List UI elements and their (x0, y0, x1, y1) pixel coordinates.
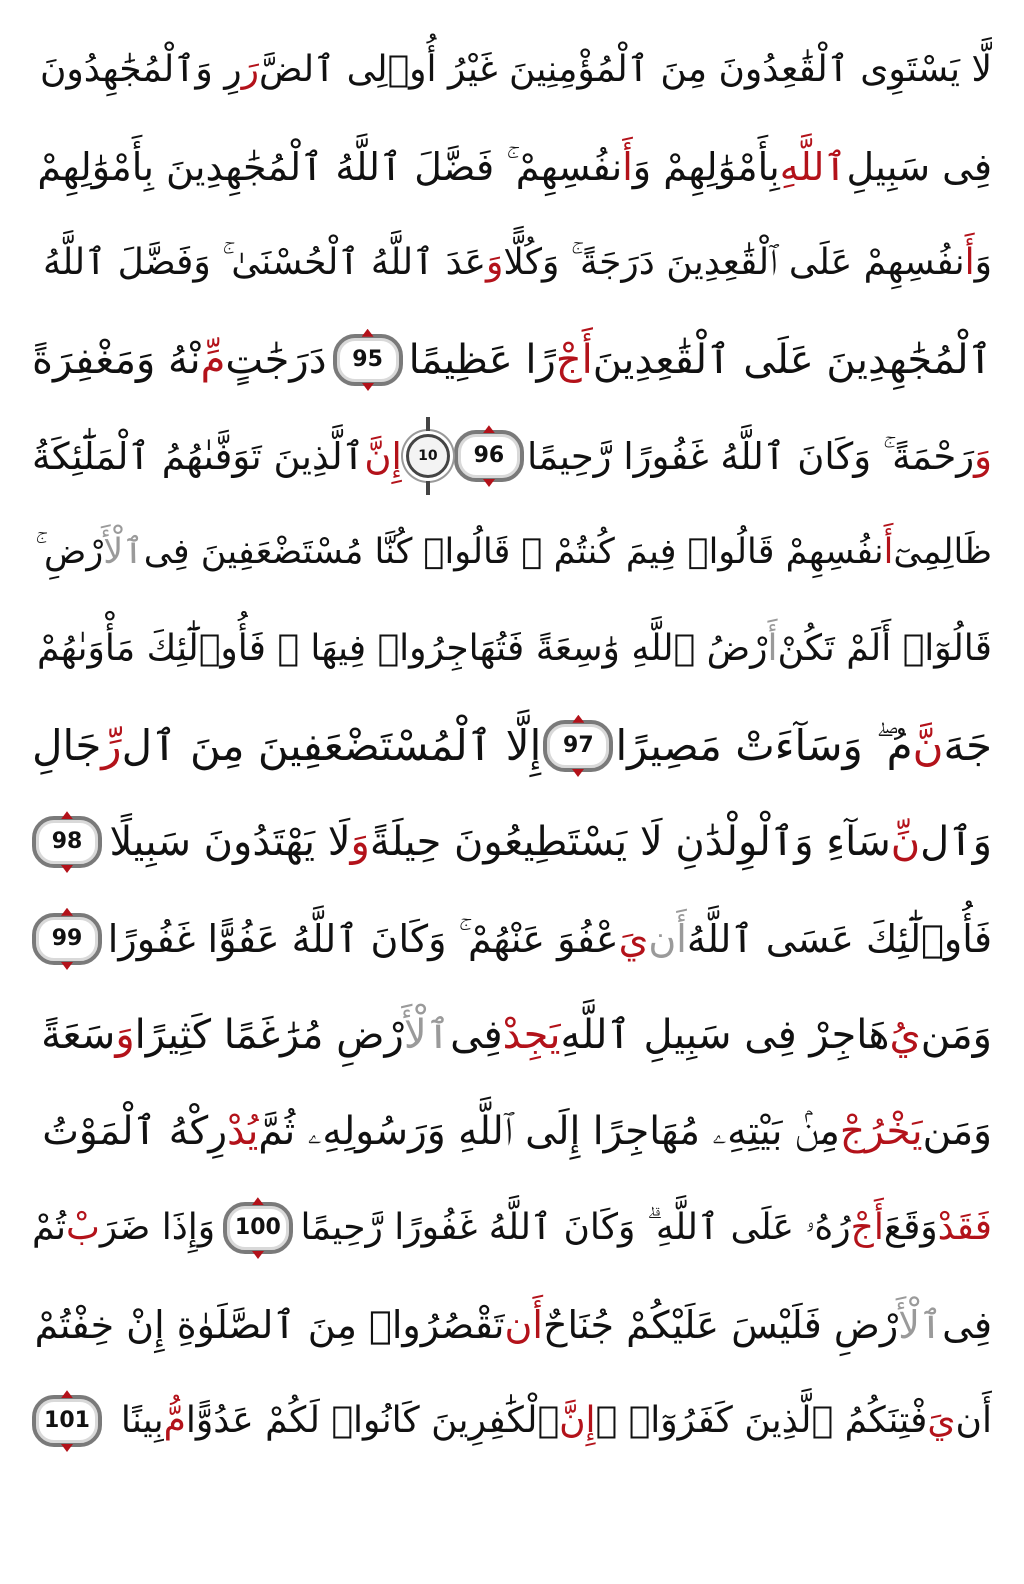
verse-text (120, 1400, 992, 1442)
tajweed-red-segment: ٱللَّهِ (779, 144, 847, 189)
tajweed-red-segment: أَجْ (850, 1207, 884, 1249)
ayah-number-marker: 99 (32, 913, 102, 965)
text-segment: رْضِ مُرَٰغَمًا كَثِيرًا (134, 1012, 404, 1059)
text-segment: مُ ۖ وَسَآءَتْ مَصِيرًا (615, 720, 913, 770)
text-segment: لَا يَهْتَدُونَ سَبِيلًا (109, 819, 351, 866)
tajweed-red-segment: مُّ (163, 1400, 186, 1442)
verse-text (615, 720, 992, 770)
verse-text (35, 532, 992, 573)
tajweed-red-segment: وَ (974, 434, 992, 478)
tajweed-red-segment: نَّ (912, 720, 944, 770)
tajweed-red-segment: مِّ (200, 336, 226, 383)
verse-line (32, 505, 992, 602)
ayah-number-marker: 98 (32, 816, 102, 868)
verse-line (32, 1084, 992, 1181)
tajweed-red-segment: أَجْ (555, 336, 593, 383)
text-segment: رِكْهُ ٱلْمَوْتُ (42, 1109, 228, 1155)
text-segment: رًا عَظِيمًا (408, 336, 556, 383)
text-segment: فْتِنَكُمُ ٱلَّذِينَ كَفَرُوٓا۟ ۚ (595, 1400, 928, 1442)
text-segment: تَقْصُرُوا۟ مِنَ ٱلصَّلَوٰةِ إِنْ خِفْتُمْ (34, 1302, 505, 1347)
text-segment: هَاجِرْ فِى سَبِيلِ ٱللَّهِ (560, 1012, 890, 1059)
text-segment: تُمْ (32, 1207, 66, 1249)
text-segment: رْضِ ۚ (35, 532, 104, 573)
text-segment: قَالُوٓا۟ أَلَمْ تَكُنْ (777, 628, 992, 670)
text-segment: بِينًا (120, 1400, 164, 1442)
ayah-number-marker: 97 (543, 720, 613, 772)
verse-line (32, 22, 992, 119)
verse-line (32, 215, 992, 312)
tajweed-gray-segment: أَن (648, 916, 687, 961)
text-segment: فِى سَبِيلِ (846, 144, 992, 189)
text-segment: وَ (974, 242, 992, 284)
text-segment: رْضِ فَلَيْسَ عَلَيْكُمْ جُنَاحٌ (542, 1302, 899, 1347)
text-segment: ظَالِمِىٓ (893, 532, 992, 573)
ayah-number-marker: 101 (32, 1395, 102, 1447)
tajweed-gray-segment: ٱلْأَ (898, 1302, 943, 1347)
tajweed-red-segment: وَ (115, 1012, 135, 1059)
text-segment: لَّا يَسْتَوِى ٱلْقَٰعِدُونَ مِنَ ٱلْمُؤْمِنِينَ غَيْرُ أُو۟لِى ٱلضَّ (258, 49, 992, 91)
tajweed-red-segment: وَ (350, 819, 370, 866)
text-segment: فِى (942, 1302, 992, 1347)
text-segment: ٱلَّذِينَ تَوَفَّىٰهُمُ ٱلْمَلَٰٓئِكَةُ (32, 434, 365, 478)
text-segment: ٱلْمُجَٰهِدِينَ عَلَى ٱلْقَٰعِدِينَ (592, 336, 992, 383)
text-segment: نْهُ وَمَغْفِرَةً (32, 336, 201, 383)
text-segment: جَهَ (943, 720, 992, 770)
tajweed-red-segment: يُ (889, 1012, 921, 1059)
tajweed-red-segment: وَ (486, 242, 504, 284)
text-segment: سَآءِ وَٱلْوِلْدَٰنِ لَا يَسْتَطِيعُونَ حِيلَةً (369, 819, 891, 866)
verse-line (32, 312, 992, 409)
verse-text (32, 336, 327, 383)
text-segment: رْضُ ٱللَّهِ وَٰسِعَةً فَتُهَاجِرُوا۟ فِيهَا ۚ فَأُو۟لَٰٓئِكَ مَأْوَىٰهُمْ (36, 628, 768, 670)
ayah-number-marker: 100 (223, 1202, 293, 1254)
tajweed-red-segment: إِنَّ (364, 434, 402, 478)
text-segment: رَحْمَةً ۚ وَكَانَ ٱللَّهُ غَفُورًا رَّحِيمًا (526, 434, 975, 478)
text-segment: بِأَمْوَٰلِهِمْ وَ (632, 144, 780, 189)
verse-line (32, 408, 992, 505)
tajweed-red-segment: يَجِدْ (502, 1012, 561, 1059)
verse-text (526, 434, 992, 478)
verse-text (41, 1012, 992, 1059)
tajweed-red-segment: يَ (927, 1400, 956, 1442)
verse-line (32, 1373, 992, 1470)
verse-text (42, 242, 992, 284)
ayah-number-marker: 95 (333, 334, 403, 386)
verse-text (34, 1302, 992, 1347)
tajweed-gray-segment: ٱلْأَ (103, 532, 144, 573)
tajweed-red-segment: نِّ (890, 819, 921, 866)
verse-text (109, 819, 992, 866)
verse-text (36, 628, 992, 670)
tajweed-red-segment: رَ (241, 49, 259, 91)
tajweed-red-segment: رِّ (101, 720, 122, 770)
verse-line (32, 119, 992, 216)
text-segment: فِى (450, 1012, 503, 1059)
tajweed-red-segment: يُدْ (227, 1109, 259, 1155)
text-segment: نفُسِهِمْ عَلَى ٱلْقَٰعِدِينَ دَرَجَةً ۚ وَكُلًّا (503, 242, 965, 284)
verse-text (42, 1109, 992, 1155)
verse-line (32, 1180, 992, 1277)
text-segment: أَن (955, 1400, 992, 1442)
text-segment: رُهُۥ عَلَى ٱللَّهِ ۗ وَكَانَ ٱللَّهُ غَفُورًا رَّحِيمًا (300, 1207, 851, 1249)
tajweed-red-segment: إِنَّ (559, 1400, 596, 1442)
text-segment: وَمَن (922, 1109, 992, 1155)
tajweed-gray-segment: أَ (767, 628, 778, 670)
verse-text (408, 336, 992, 383)
text-segment: وَمَن (920, 1012, 992, 1059)
verse-text (107, 916, 992, 961)
text-segment: وَإِذَا ضَرَ (99, 1207, 216, 1249)
tajweed-red-segment: أَ (883, 532, 894, 573)
hizb-marker (405, 417, 451, 495)
tajweed-red-segment: أَن (504, 1302, 543, 1347)
tajweed-red-segment: يَ (618, 916, 649, 961)
text-segment: وَٱل (920, 819, 992, 866)
hizb-number: 10 (406, 434, 450, 478)
ayah-number-marker: 96 (454, 430, 524, 482)
text-segment: عْفُوَ عَنْهُمْ ۚ وَكَانَ ٱللَّهُ عَفُوًّا غَفُورًا (107, 916, 619, 961)
text-segment: إِلَّا ٱلْمُسْتَضْعَفِينَ مِنَ ٱل (121, 720, 542, 770)
text-segment: ٱلْكَٰفِرِينَ كَانُوا۟ لَكُمْ عَدُوًّا (185, 1400, 560, 1442)
text-segment: عَدَ ٱللَّهُ ٱلْحُسْنَىٰ ۚ وَفَضَّلَ ٱللَّهُ (42, 242, 487, 284)
verse-line (32, 698, 992, 795)
tajweed-red-segment: أَ (622, 144, 633, 189)
tajweed-red-segment: أَ (964, 242, 975, 284)
text-segment: جَالِ (32, 720, 102, 770)
text-segment: رِ وَٱلْمُجَٰهِدُونَ (39, 49, 242, 91)
tajweed-red-segment: فَقَدْ (937, 1207, 992, 1249)
verse-line (32, 1277, 992, 1374)
text-segment: فَأُو۟لَٰٓئِكَ عَسَى ٱللَّهُ (686, 916, 992, 961)
verse-line (32, 601, 992, 698)
text-segment: سَعَةً (41, 1012, 116, 1059)
verse-text (39, 49, 992, 91)
verse-line (32, 987, 992, 1084)
verse-text (32, 1207, 216, 1249)
text-segment: نفُسِهِمْ ۚ فَضَّلَ ٱللَّهُ ٱلْمُجَٰهِدِينَ بِأَمْوَٰلِهِمْ (37, 144, 623, 189)
verse-line (32, 891, 992, 988)
verse-line (32, 794, 992, 891)
verse-lines (32, 22, 992, 1470)
text-segment: وَقَعَ (883, 1207, 938, 1249)
text-segment: دَرَجَٰتٍ (225, 336, 327, 383)
verse-text (32, 720, 542, 770)
text-segment: مِنۢ بَيْتِهِۦ مُهَاجِرًا إِلَى ٱللَّهِ وَرَسُولِهِۦ ثُمَّ (258, 1109, 840, 1155)
text-segment: نفُسِهِمْ قَالُوا۟ فِيمَ كُنتُمْ ۖ قَالُوا۟ كُنَّا مُسْتَضْعَفِينَ فِى (143, 532, 884, 573)
verse-text (32, 434, 402, 478)
verse-text (300, 1207, 992, 1249)
tajweed-red-segment: بْ (65, 1207, 100, 1249)
tajweed-gray-segment: ٱلْأَ (403, 1012, 451, 1059)
tajweed-red-segment: يَخْرُجْ (839, 1109, 923, 1155)
verse-text (37, 144, 992, 189)
